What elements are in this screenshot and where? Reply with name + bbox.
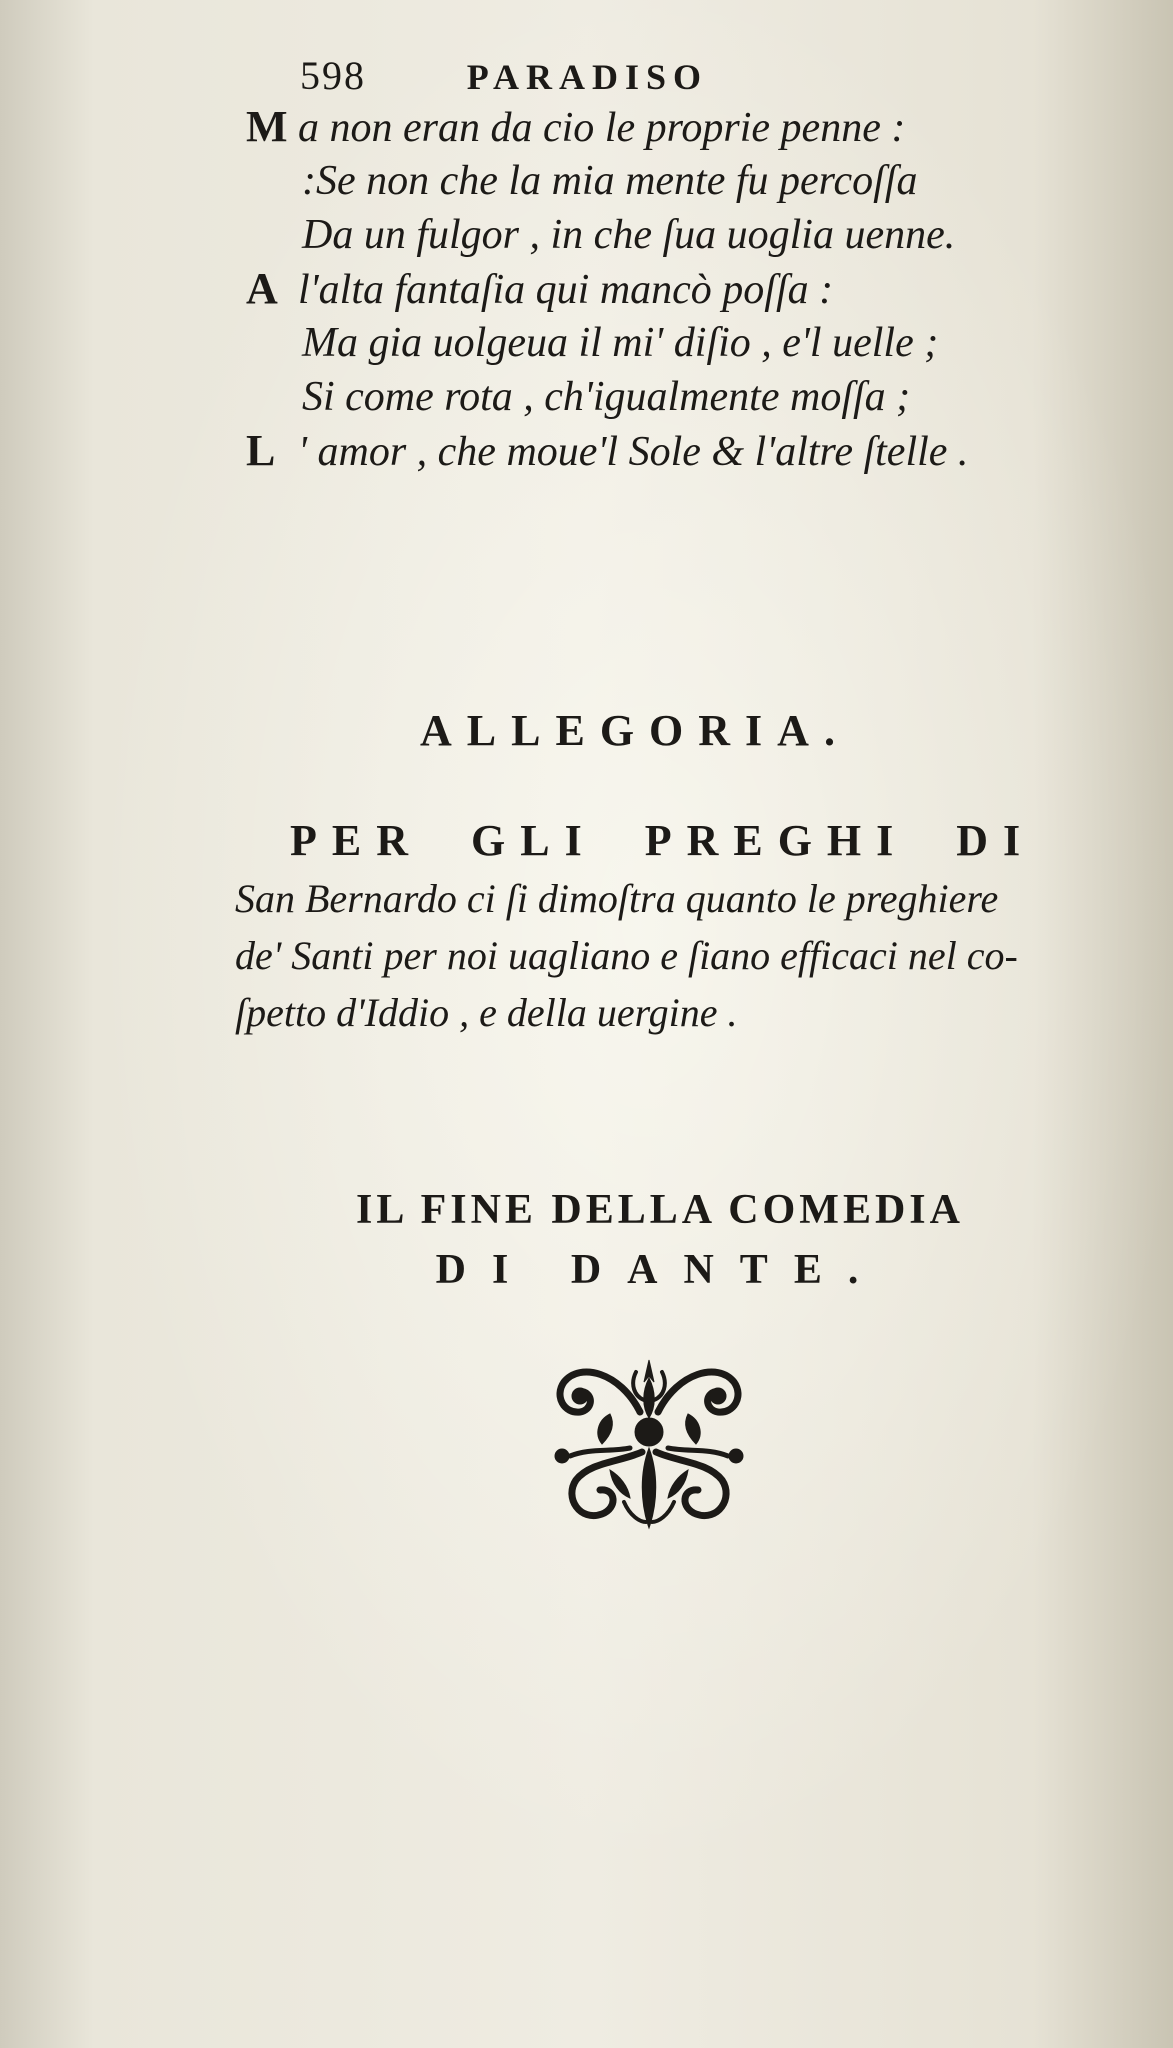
verse-line <box>246 424 1066 478</box>
verse-line <box>246 154 1066 208</box>
verse-text: Si come rota , ch'igualmente moſſa ; <box>302 374 911 420</box>
verse-block <box>246 100 1066 478</box>
page-header <box>300 52 708 99</box>
verse-text: l'alta fantaſia qui mancò poſſa : <box>298 267 834 313</box>
verse-line <box>246 316 1066 370</box>
verse-text: Da un fulgor , in che ſua uoglia uenne. <box>302 212 956 258</box>
show-through <box>420 505 429 547</box>
verse-line <box>246 208 1066 262</box>
page-number: 598 <box>300 53 366 98</box>
floral-fleuron-ornament-icon <box>550 1352 748 1534</box>
allegoria-line: San Bernardo ci ſi dimoſtra quanto le preghiere <box>235 876 999 921</box>
colophon-line: DI DANTE. <box>435 1247 885 1293</box>
verse-line <box>246 370 1066 424</box>
allegoria-line: ſpetto d'Iddio , e della uergine . <box>235 990 738 1035</box>
verse-line <box>246 100 1066 154</box>
running-title: PARADISO <box>466 57 709 97</box>
verse-line <box>246 262 1066 316</box>
verse-text: a non eran da cio le proprie penne : <box>298 105 906 151</box>
verse-initial: A <box>246 264 278 313</box>
allegoria-line: de' Santi per noi uagliano e ſiano efficaci nel co- <box>235 933 1018 978</box>
allegoria-lead: PER GLI PREGHI DI <box>290 816 1036 865</box>
allegoria-heading: ALLEGORIA. <box>420 706 850 755</box>
allegoria-body <box>235 870 1105 1041</box>
verse-initial: L <box>246 426 276 475</box>
verse-text: ' amor , che moue'l Sole & l'altre ſtelle . <box>298 429 969 475</box>
verse-initial: M <box>246 102 288 151</box>
colophon <box>290 1180 1030 1300</box>
verse-text: Ma gia uolgeua il mi' diſio , e'l uelle ; <box>302 320 939 366</box>
colophon-line: IL FINE DELLA COMEDIA <box>356 1187 964 1233</box>
verse-text: :Se non che la mia mente fu percoſſa <box>302 158 918 204</box>
